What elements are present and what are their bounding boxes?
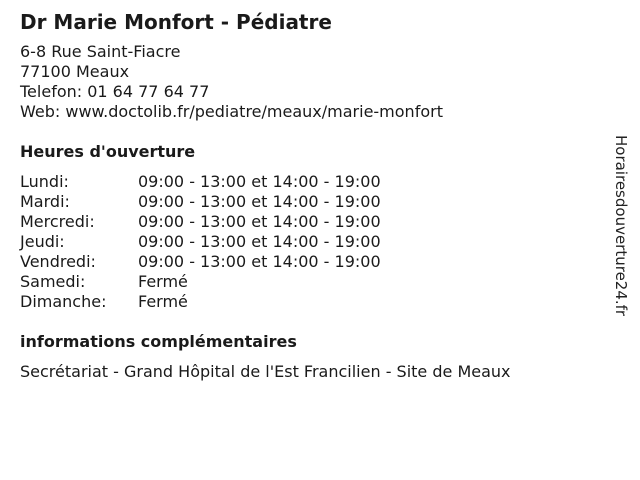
time-range: 09:00 - 13:00 et 14:00 - 19:00	[138, 172, 381, 191]
time-range: 09:00 - 13:00 et 14:00 - 19:00	[138, 192, 381, 211]
day-label: Lundi:	[20, 172, 69, 191]
day-label: Samedi:	[20, 272, 86, 291]
time-range: Fermé	[138, 292, 188, 311]
hours-row-samedi	[20, 272, 600, 292]
hours-row-jeudi	[20, 232, 600, 252]
day-label: Mardi:	[20, 192, 70, 211]
additional-info-heading: informations complémentaires	[20, 332, 297, 351]
hours-row-mercredi	[20, 212, 600, 232]
street-address: 6-8 Rue Saint-Fiacre	[20, 42, 181, 61]
day-label: Vendredi:	[20, 252, 96, 271]
page-title: Dr Marie Monfort - Pédiatre	[20, 10, 332, 34]
hours-row-dimanche	[20, 292, 600, 312]
day-label: Dimanche:	[20, 292, 107, 311]
hours-row-mardi	[20, 192, 600, 212]
time-range: 09:00 - 13:00 et 14:00 - 19:00	[138, 212, 381, 231]
address-block	[20, 42, 600, 122]
hours-row-vendredi	[20, 252, 600, 272]
time-range: Fermé	[138, 272, 188, 291]
opening-hours-heading: Heures d'ouverture	[20, 142, 196, 161]
hours-row-lundi	[20, 172, 600, 192]
website-link[interactable]: Web: www.doctolib.fr/pediatre/meaux/marie-monfort	[20, 102, 443, 121]
phone-number[interactable]: Telefon: 01 64 77 64 77	[20, 82, 210, 101]
day-label: Mercredi:	[20, 212, 95, 231]
day-label: Jeudi:	[20, 232, 65, 251]
city-postal-code: 77100 Meaux	[20, 62, 130, 81]
site-watermark: Horairesdouverture24.fr	[612, 135, 630, 317]
listing-card	[20, 0, 600, 382]
opening-hours-table	[20, 172, 600, 312]
time-range: 09:00 - 13:00 et 14:00 - 19:00	[138, 252, 381, 271]
time-range: 09:00 - 13:00 et 14:00 - 19:00	[138, 232, 381, 251]
additional-info-text: Secrétariat - Grand Hôpital de l'Est Francilien - Site de Meaux	[20, 362, 511, 381]
